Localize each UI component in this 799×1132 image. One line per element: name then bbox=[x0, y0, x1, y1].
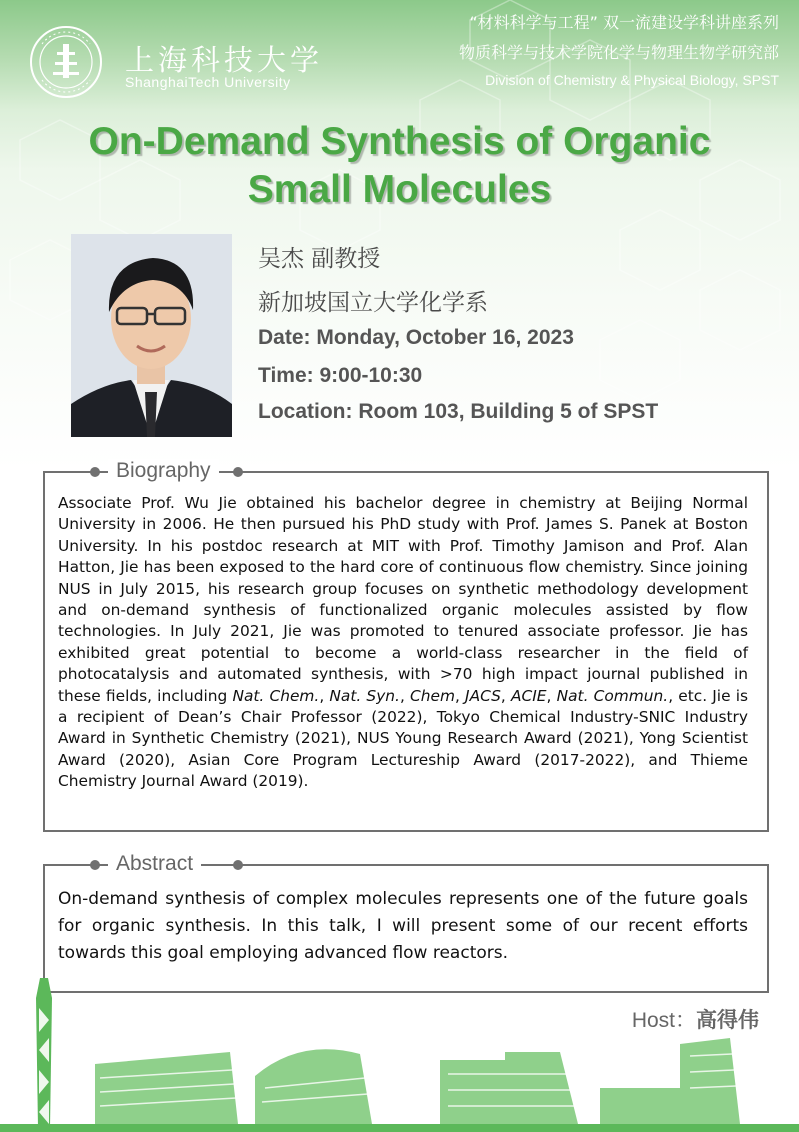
abstract-dot-left-icon bbox=[90, 860, 100, 870]
campus-buildings-illustration bbox=[0, 978, 799, 1132]
journal-acie: ACIE bbox=[510, 686, 547, 705]
biography-heading: Biography bbox=[108, 459, 219, 483]
journal-nat-syn: Nat. Syn. bbox=[329, 686, 400, 705]
journal-nat-commun: Nat. Commun. bbox=[556, 686, 669, 705]
journal-jacs: JACS bbox=[465, 686, 501, 705]
biography-text-part-1: Associate Prof. Wu Jie obtained his bachelor degree in chemistry at Beijing Normal University in 2006. He then pursued his PhD study with Prof. James S. Panek at Boston University. In his postdoc research at MIT with Prof. Timothy Jamison and Prof. Alan Hatton, Jie has been exposed to the hard core of continuous flow chemistry. Since joining NUS in July 2015, his research group focuses on synthetic methodology development and on-demand synthesis of functionalized organic molecules assisted by flow technologies. In July 2021, Jie was promoted to tenured associate professor. Jie has exhibited great potential to become a world-class researcher in the field of photocatalysis and automated synthesis, with >70 high impact journal published in these fields, including bbox=[58, 494, 748, 705]
talk-date: Date: Monday, October 16, 2023 bbox=[258, 326, 574, 349]
biography-text bbox=[58, 493, 748, 793]
abstract-text: On-demand synthesis of complex molecules represents one of the future goals for organic synthesis. In this talk, I will present some of our recent efforts towards this goal employing advanced flow reactors. bbox=[58, 889, 748, 963]
biography-text-part-2: , etc. Jie is a recipient of Dean’s Chair Professor (2022), Tokyo Chemical Industry-SNIC Industry Award in Synthetic Chemistry (2021), NUS Young Research Award (2021), Yong Scientist Award (2020), Asian Core Program Lectureship Award (2017-2022), and Thieme Chemistry Journal Award (2019). bbox=[58, 686, 748, 791]
university-name-english: ShanghaiTech University bbox=[125, 74, 291, 90]
journal-separator: , bbox=[454, 686, 466, 705]
school-name-chinese: 物质科学与技术学院化学与物理生物学研究部 bbox=[458, 43, 779, 62]
talk-location: Location: Room 103, Building 5 of SPST bbox=[258, 400, 659, 423]
journal-separator: , bbox=[500, 686, 511, 705]
biography-dot-left-icon bbox=[90, 467, 100, 477]
abstract-dot-right-icon bbox=[233, 860, 243, 870]
biography-frame-line-left bbox=[43, 471, 95, 473]
lecture-series-label: “材料科学与工程” 双一流建设学科讲座系列 bbox=[469, 13, 779, 32]
host-label: Host： bbox=[631, 1009, 696, 1032]
abstract-heading: Abstract bbox=[108, 852, 201, 876]
division-name-english: Division of Chemistry & Physical Biology, SPST bbox=[485, 72, 779, 88]
shanghaitech-logo bbox=[28, 24, 104, 100]
speaker-name: 吴杰 副教授 bbox=[258, 246, 381, 272]
speaker-photo bbox=[71, 234, 232, 437]
journal-nat-chem: Nat. Chem. bbox=[232, 686, 320, 705]
biography-dot-right-icon bbox=[233, 467, 243, 477]
host-name: 高得伟 bbox=[696, 1008, 759, 1032]
talk-title-line-2: Small Molecules bbox=[247, 168, 552, 211]
talk-title bbox=[0, 118, 799, 214]
journal-separator: , bbox=[399, 686, 411, 705]
journal-chem: Chem bbox=[410, 686, 455, 705]
talk-time: Time: 9:00-10:30 bbox=[258, 364, 423, 387]
speaker-affiliation: 新加坡国立大学化学系 bbox=[258, 290, 488, 316]
university-name-chinese: 上海科技大学 bbox=[125, 43, 324, 77]
journal-separator: , bbox=[546, 686, 557, 705]
journal-separator: , bbox=[319, 686, 330, 705]
talk-title-line-1: On-Demand Synthesis of Organic bbox=[88, 120, 711, 163]
